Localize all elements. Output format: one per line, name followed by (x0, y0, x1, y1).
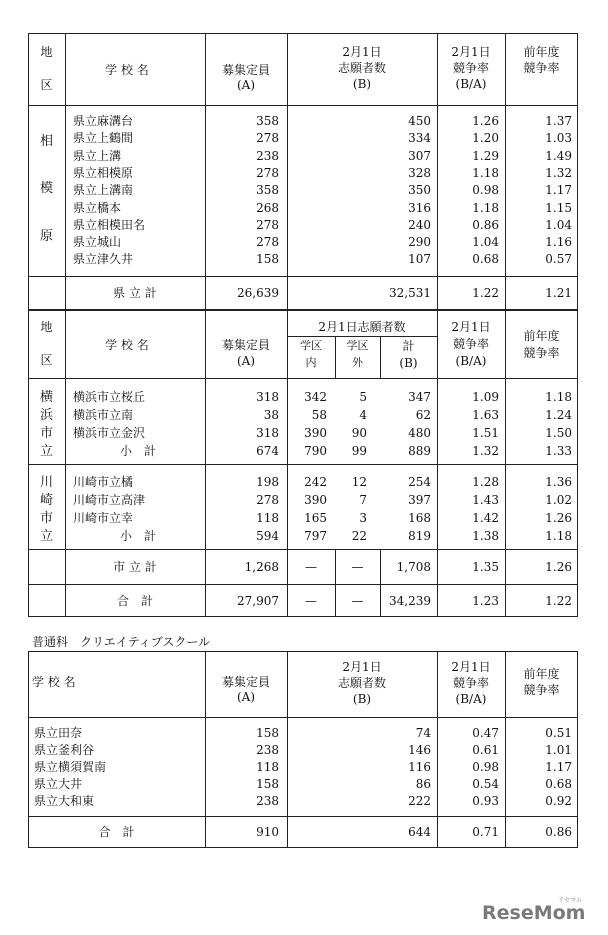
header-prev-ratio: 競争率 (523, 61, 560, 75)
prev-ratio-value: 0.57 (545, 252, 572, 267)
header-separator (28, 378, 578, 379)
capacity-value: 358 (256, 114, 279, 128)
prev-ratio-value: 1.18 (545, 529, 572, 543)
region-label-char: 川 (39, 475, 53, 490)
header-out-district: 外 (352, 356, 363, 369)
section-separator (28, 464, 578, 465)
ratio-value: 0.93 (472, 794, 499, 808)
header-ratio: (B/A) (455, 354, 487, 368)
sum-value: 347 (408, 390, 431, 404)
total-separator (28, 584, 578, 585)
header-prev-ratio: 前年度 (523, 329, 560, 343)
school-name: 県立城山 (73, 235, 122, 250)
out-district-value: 22 (351, 529, 367, 543)
header-applicants: 2月1日 (342, 660, 382, 674)
region-label-char: 立 (39, 529, 53, 544)
header-capacity: (A) (236, 78, 256, 92)
header-school-name: 学 校 名 (105, 63, 149, 77)
applicants-value: 240 (408, 217, 431, 232)
header-capacity: 募集定員 (221, 63, 270, 77)
ratio-value: 1.18 (472, 165, 499, 180)
header-capacity: (A) (236, 690, 256, 704)
prev-ratio-value: 0.92 (545, 794, 572, 808)
in-district-value: 165 (304, 511, 327, 525)
header-capacity: 募集定員 (221, 338, 270, 352)
out-district-value: 90 (351, 426, 367, 440)
header-prev-ratio: 前年度 (523, 45, 560, 59)
applicants-value: 290 (408, 235, 431, 250)
subheader-line (287, 336, 437, 337)
prev-ratio-value: 1.01 (545, 743, 572, 757)
header-capacity: 募集定員 (221, 675, 270, 689)
school-name: 県立相模田名 (73, 217, 146, 232)
applicants-value: 107 (408, 252, 431, 267)
total-applicants: 644 (408, 825, 431, 839)
capacity-value: 318 (256, 390, 279, 404)
in-district-value: 797 (304, 529, 327, 543)
total-prev-ratio: 1.21 (545, 286, 572, 300)
sum-value: 819 (408, 529, 431, 543)
header-ratio: 2月1日 (451, 45, 491, 59)
region-label-char: 立 (39, 444, 53, 459)
prev-ratio-value: 1.26 (545, 511, 572, 525)
out-district-value: 12 (351, 475, 367, 489)
school-name: 横浜市立金沢 (73, 426, 146, 440)
region-label-char: 相 (39, 134, 53, 149)
ratio-value: 0.98 (472, 183, 499, 198)
ratio-value: 0.98 (472, 760, 499, 774)
prev-ratio-value: 1.17 (545, 760, 572, 774)
capacity-value: 278 (256, 217, 279, 232)
region-label-char: 崎 (39, 493, 53, 508)
out-district-value: 99 (351, 444, 367, 458)
ratio-value: 1.42 (472, 511, 499, 525)
grand-total-label: 合 計 (116, 594, 153, 608)
applicants-value: 334 (408, 131, 431, 146)
school-name: 県立上鶴間 (73, 131, 134, 146)
ratio-value: 1.29 (472, 148, 499, 163)
header-applicants: 2月1日志願者数 (318, 320, 406, 334)
total-separator (28, 276, 578, 277)
region-label-char: 横 (39, 390, 53, 405)
ratio-value: 1.32 (472, 444, 499, 458)
prev-ratio-value: 1.16 (545, 235, 572, 250)
header-in-district: 学区 (300, 339, 322, 352)
school-name: 県立大井 (34, 777, 83, 791)
grand-total-capacity: 27,907 (237, 594, 279, 608)
sum-value: 254 (408, 475, 431, 489)
city-total-sum: 1,708 (396, 560, 431, 574)
capacity-value: 278 (256, 235, 279, 250)
header-region: 区 (40, 353, 53, 367)
header-out-district: 学区 (346, 339, 369, 352)
subtotal-label: 小 計 (120, 529, 157, 543)
capacity-value: 318 (256, 426, 279, 440)
out-district-value: 3 (359, 511, 367, 525)
applicants-value: 86 (415, 777, 431, 791)
header-separator (28, 105, 578, 106)
applicants-value: 350 (408, 183, 431, 198)
capacity-value: 278 (256, 165, 279, 180)
capacity-value: 158 (256, 726, 279, 740)
ratio-value: 1.09 (472, 390, 499, 404)
header-ratio: 2月1日 (451, 320, 491, 334)
header-prev-ratio: 前年度 (523, 667, 560, 681)
capacity-value: 268 (256, 200, 279, 215)
sum-value: 168 (408, 511, 431, 525)
ratio-value: 0.61 (472, 743, 499, 757)
applicants-value: 74 (415, 726, 431, 740)
capacity-value: 278 (256, 493, 279, 507)
in-district-value: 790 (304, 444, 327, 458)
ratio-value: 1.38 (472, 529, 499, 543)
prev-ratio-value: 1.17 (545, 183, 572, 198)
applicants-value: 450 (408, 114, 431, 128)
header-sum: 計 (402, 339, 415, 353)
city-total-label: 市 立 計 (113, 560, 157, 574)
capacity-value: 674 (256, 444, 279, 458)
school-name: 川崎市立幸 (73, 511, 134, 525)
prev-ratio-value: 0.51 (545, 726, 572, 740)
prev-ratio-value: 1.33 (545, 444, 572, 458)
applicants-value: 328 (408, 165, 431, 180)
in-district-value: 390 (304, 426, 327, 440)
capacity-value: 358 (256, 183, 279, 198)
capacity-value: 118 (256, 760, 279, 774)
capacity-value: 158 (256, 252, 279, 267)
prev-ratio-value: 1.50 (545, 426, 572, 440)
sum-value: 397 (408, 493, 431, 507)
school-name: 県立橋本 (73, 200, 122, 215)
prev-ratio-value: 1.02 (545, 493, 572, 507)
region-label-char: 市 (39, 511, 53, 526)
ratio-value: 1.18 (472, 200, 499, 215)
prev-ratio-value: 1.15 (545, 200, 572, 215)
ratio-value: 1.26 (472, 114, 499, 128)
region-label-char: 市 (39, 426, 53, 441)
school-name: 川崎市立高津 (73, 493, 146, 507)
in-district-value: 242 (304, 475, 327, 489)
in-district-value: 58 (311, 408, 327, 422)
header-ratio: 競争率 (452, 61, 489, 75)
grand-total-prev-ratio: 1.22 (545, 594, 572, 608)
school-name: 県立上溝 (73, 148, 122, 163)
ratio-value: 1.04 (472, 235, 499, 250)
prev-ratio-value: 1.49 (545, 148, 572, 163)
ratio-value: 0.54 (472, 777, 499, 791)
total-applicants: 32,531 (389, 286, 431, 300)
capacity-value: 594 (256, 529, 279, 543)
capacity-value: 38 (263, 408, 279, 422)
prev-ratio-value: 1.24 (545, 408, 572, 422)
grand-total-in-district: — (305, 594, 317, 608)
total-capacity: 26,639 (237, 286, 279, 300)
applicants-value: 316 (408, 200, 431, 215)
header-school-name: 学 校 名 (105, 338, 149, 352)
capacity-value: 238 (256, 743, 279, 757)
city-total-prev-ratio: 1.26 (545, 560, 572, 574)
header-sum: (B) (399, 356, 418, 370)
total-ratio: 0.71 (472, 825, 499, 839)
applicants-value: 307 (408, 148, 431, 163)
prev-ratio-value: 0.68 (545, 777, 572, 791)
ratio-value: 1.51 (472, 426, 499, 440)
ratio-value: 0.47 (472, 726, 499, 740)
school-name: 県立横須賀南 (34, 760, 107, 774)
header-applicants: 2月1日 (342, 45, 382, 59)
school-name: 川崎市立橘 (73, 475, 134, 489)
ratio-value: 1.43 (472, 493, 499, 507)
logo-tagline: リセマム (558, 897, 582, 904)
in-district-value: 342 (304, 390, 327, 404)
total-label: 合 計 (98, 825, 135, 839)
school-name: 県立大和東 (34, 794, 95, 808)
subtotal-label: 小 計 (120, 444, 157, 458)
header-region: 区 (40, 78, 53, 92)
school-name: 県立田奈 (34, 726, 83, 740)
total-separator (28, 549, 578, 550)
capacity-value: 118 (256, 511, 279, 525)
grand-total-ratio: 1.23 (472, 594, 499, 608)
ratio-value: 0.86 (472, 217, 499, 232)
school-name: 県立上溝南 (73, 183, 134, 198)
header-applicants: (B) (352, 692, 372, 706)
header-applicants: 志願者数 (337, 61, 386, 75)
header-prev-ratio: 競争率 (523, 683, 560, 697)
total-capacity: 910 (256, 825, 279, 839)
school-name: 県立釜利谷 (34, 743, 95, 757)
header-in-district: 内 (305, 356, 317, 369)
total-label: 県 立 計 (113, 286, 157, 300)
prev-ratio-value: 1.18 (545, 390, 572, 404)
capacity-value: 158 (256, 777, 279, 791)
school-name: 県立相模原 (73, 165, 134, 180)
prev-ratio-value: 1.32 (545, 165, 572, 180)
header-separator (28, 717, 578, 718)
header-ratio: 2月1日 (451, 660, 491, 674)
total-prev-ratio: 0.86 (545, 825, 572, 839)
total-ratio: 1.22 (472, 286, 499, 300)
resemom-logo: ReseMom (482, 902, 586, 924)
city-total-capacity: 1,268 (244, 560, 279, 574)
header-region: 地 (40, 320, 53, 334)
capacity-value: 238 (256, 148, 279, 163)
school-name: 県立津久井 (73, 252, 134, 267)
city-total-out-district: — (351, 560, 364, 574)
section-caption: 普通科 クリエイティブスクール (32, 635, 211, 649)
school-name: 県立麻溝台 (73, 114, 134, 128)
prev-ratio-value: 1.37 (545, 114, 572, 128)
school-name: 横浜市立南 (73, 408, 134, 422)
out-district-value: 4 (359, 408, 367, 422)
in-district-value: 390 (304, 493, 327, 507)
prev-ratio-value: 1.04 (545, 217, 572, 232)
capacity-value: 198 (256, 475, 279, 489)
city-total-ratio: 1.35 (472, 560, 499, 574)
ratio-value: 0.68 (472, 252, 499, 267)
total-separator (28, 816, 578, 817)
out-district-value: 7 (359, 493, 367, 507)
header-applicants: 志願者数 (337, 676, 386, 690)
sum-value: 62 (415, 408, 431, 422)
column-divider (65, 310, 66, 549)
header-applicants: (B) (352, 77, 372, 91)
ratio-value: 1.28 (472, 475, 499, 489)
region-label-char: 浜 (39, 408, 53, 423)
header-ratio: 競争率 (452, 337, 489, 351)
header-region: 地 (40, 45, 53, 59)
applicants-value: 222 (408, 794, 431, 808)
grand-total-out-district: — (351, 594, 364, 608)
out-district-value: 5 (359, 390, 367, 404)
header-ratio: (B/A) (455, 77, 487, 91)
header-capacity: (A) (236, 354, 256, 368)
ratio-value: 1.20 (472, 131, 499, 146)
region-label-char: 原 (39, 229, 53, 244)
capacity-value: 278 (256, 131, 279, 146)
header-school-name: 学 校 名 (32, 675, 76, 689)
sum-value: 480 (408, 426, 431, 440)
city-total-in-district: — (305, 560, 317, 574)
prev-ratio-value: 1.36 (545, 475, 572, 489)
school-name: 横浜市立桜丘 (73, 390, 146, 404)
ratio-value: 1.63 (472, 408, 499, 422)
sum-value: 889 (408, 444, 431, 458)
prev-ratio-value: 1.03 (545, 131, 572, 146)
capacity-value: 238 (256, 794, 279, 808)
region-label-char: 模 (39, 181, 53, 196)
applicants-value: 116 (408, 760, 431, 774)
header-prev-ratio: 競争率 (523, 346, 560, 360)
header-ratio: (B/A) (455, 692, 487, 706)
header-ratio: 競争率 (452, 676, 489, 690)
grand-total-sum: 34,239 (389, 594, 431, 608)
column-divider (65, 33, 66, 310)
applicants-value: 146 (408, 743, 431, 757)
